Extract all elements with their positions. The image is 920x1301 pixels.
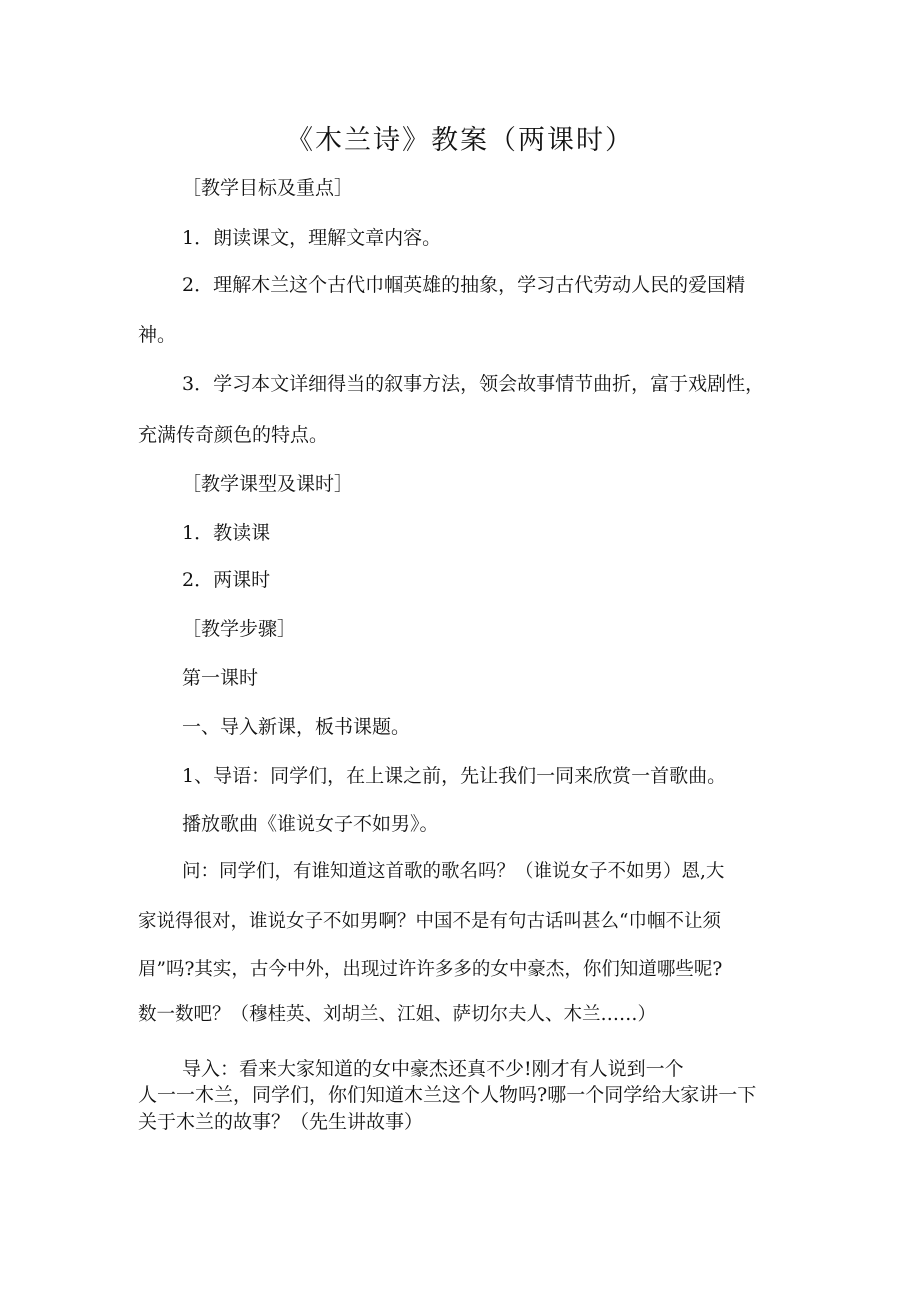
goal-item-1: 1．朗读课文，理解文章内容。 bbox=[182, 227, 442, 249]
step-1: 一、导入新课，板书课题。 bbox=[182, 716, 411, 738]
lesson-heading: 第一课时 bbox=[182, 667, 259, 689]
question-line-3: 眉”吗?其实，古今中外，出现过许许多多的女中豪杰，你们知道哪些呢? bbox=[138, 959, 723, 980]
lead-in-line-1: 导入：看来大家知道的女中豪杰还真不少!刚才有人说到一个 bbox=[182, 1058, 684, 1080]
section-heading-type: ［教学课型及课时］ bbox=[182, 473, 354, 495]
goal-item-2: 2．理解木兰这个古代巾帼英雄的抽象，学习古代劳动人民的爱国精 bbox=[182, 274, 746, 296]
lead-in-line-3: 关于木兰的故事？（先生讲故事） bbox=[138, 1111, 424, 1133]
type-item-2: 2．两课时 bbox=[182, 569, 271, 591]
intro-paragraph: 1、导语：同学们，在上课之前，先让我们一同来欣赏一首歌曲。 bbox=[182, 765, 727, 787]
goal-item-3: 3．学习本文详细得当的叙事方法，领会故事情节曲折，富于戏剧性， bbox=[182, 373, 765, 395]
section-heading-goals: ［教学目标及重点］ bbox=[182, 177, 354, 199]
section-heading-steps: ［教学步骤］ bbox=[182, 618, 297, 640]
goal-item-3-continued: 充满传奇颜色的特点。 bbox=[138, 424, 329, 446]
play-song-line: 播放歌曲《谁说女子不如男》。 bbox=[182, 813, 439, 835]
document-title: 《木兰诗》教案（两课时） bbox=[286, 125, 634, 156]
goal-item-2-continued: 神。 bbox=[138, 324, 177, 346]
question-line-2: 家说得很对，谁说女子不如男啊？中国不是有句古话叫甚么“巾帼不让须 bbox=[138, 911, 721, 932]
question-line-1: 问：同学们，有谁知道这首歌的歌名吗？（谁说女子不如男）恩,大 bbox=[182, 861, 725, 882]
lead-in-line-2: 人一一木兰，同学们，你们知道木兰这个人物吗?哪一个同学给大家讲一下 bbox=[138, 1084, 757, 1106]
question-line-4: 数一数吧？（穆桂英、刘胡兰、江姐、萨切尔夫人、木兰……） bbox=[138, 1004, 657, 1025]
type-item-1: 1．教读课 bbox=[182, 522, 271, 544]
